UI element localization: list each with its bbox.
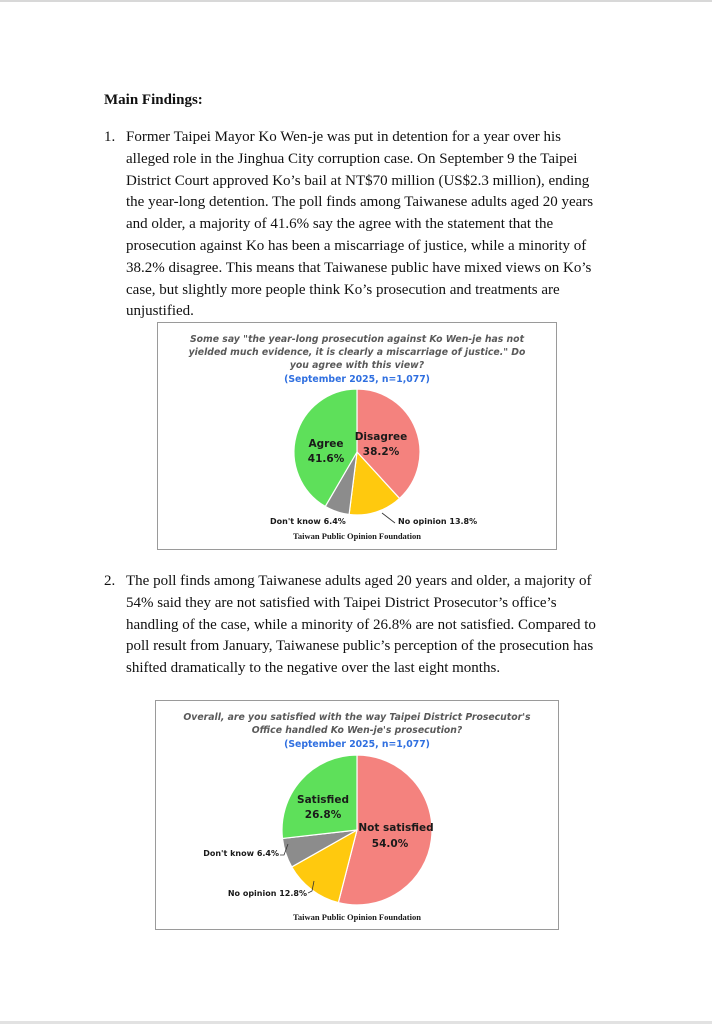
slice-label-not-satisfied: Not satisfied xyxy=(358,822,434,834)
pie-slices xyxy=(294,389,420,515)
top-border xyxy=(0,0,712,2)
leader-line-no-opinion xyxy=(382,513,395,523)
pie-chart-2 xyxy=(156,701,558,929)
slice-label-agree: Agree xyxy=(308,438,344,450)
chart-title-line: yielded much evidence, it is clearly a miscarriage of justice." Do xyxy=(188,347,526,358)
pie-chart-1 xyxy=(158,323,556,549)
slice-label-satisfied: Satisfied xyxy=(297,794,349,806)
slice-label-disagree: Disagree xyxy=(354,431,408,443)
slice-value-disagree: 38.2% xyxy=(362,446,400,458)
chart-source: Taiwan Public Opinion Foundation xyxy=(293,912,421,922)
item-number: 1. xyxy=(104,129,116,145)
slice-value-agree: 41.6% xyxy=(307,453,345,465)
item-text: The poll finds among Taiwanese adults aged 20 years and older, a majority of 54% said they are not satisfied with Taipei District Prosecutor’s office’s handling of the case, while a minority of 26.8% are not satisfied. Compared to poll result from January, Taiwanese public’s perception of the prosecution has shifted dramatically to the negative over the last eight months. xyxy=(126,573,596,677)
section-heading: Main Findings: xyxy=(104,92,203,108)
chart-subtitle: (September 2025, n=1,077) xyxy=(284,739,430,750)
chart-source: Taiwan Public Opinion Foundation xyxy=(293,531,421,541)
pie-chart-figure-1 xyxy=(157,322,557,550)
chart-title-line: Overall, are you satisfied with the way Taipei District Prosecutor's xyxy=(183,712,531,723)
slice-value-satisfied: 26.8% xyxy=(304,809,342,821)
slice-label-dont-know: Don't know 6.4% xyxy=(203,849,279,858)
slice-label-dont-know: Don't know 6.4% xyxy=(270,517,346,526)
chart-title-line: Some say "the year-long prosecution against Ko Wen-je has not xyxy=(189,334,525,345)
slice-value-not-satisfied: 54.0% xyxy=(371,838,409,850)
slice-label-no-opinion: No opinion 12.8% xyxy=(227,889,307,898)
slice-label-no-opinion: No opinion 13.8% xyxy=(398,517,478,526)
item-number: 2. xyxy=(104,573,116,589)
finding-item-1 xyxy=(104,127,604,323)
finding-item-2 xyxy=(104,571,604,680)
chart-title-line: you agree with this view? xyxy=(289,360,425,371)
item-text: Former Taipei Mayor Ko Wen-je was put in detention for a year over his alleged role in the Jinghua City corruption case. On September 9 the Taipei District Court approved Ko’s bail at NT$70 million (US$2.3 million), ending the year-long detention. The poll finds among Taiwanese adults aged 20 years and older, a majority of 41.6% say the agree with the statement that the prosecution against Ko has been a miscarriage of justice, while a minority of 38.2% disagree. This means that Taiwanese public have mixed views on Ko’s case, but slightly more people think Ko’s prosecution and treatments are unjustified. xyxy=(126,129,594,320)
chart-subtitle: (September 2025, n=1,077) xyxy=(284,374,430,385)
pie-chart-figure-2 xyxy=(155,700,559,930)
chart-title-line: Office handled Ko Wen-je's prosecution? xyxy=(251,725,463,736)
